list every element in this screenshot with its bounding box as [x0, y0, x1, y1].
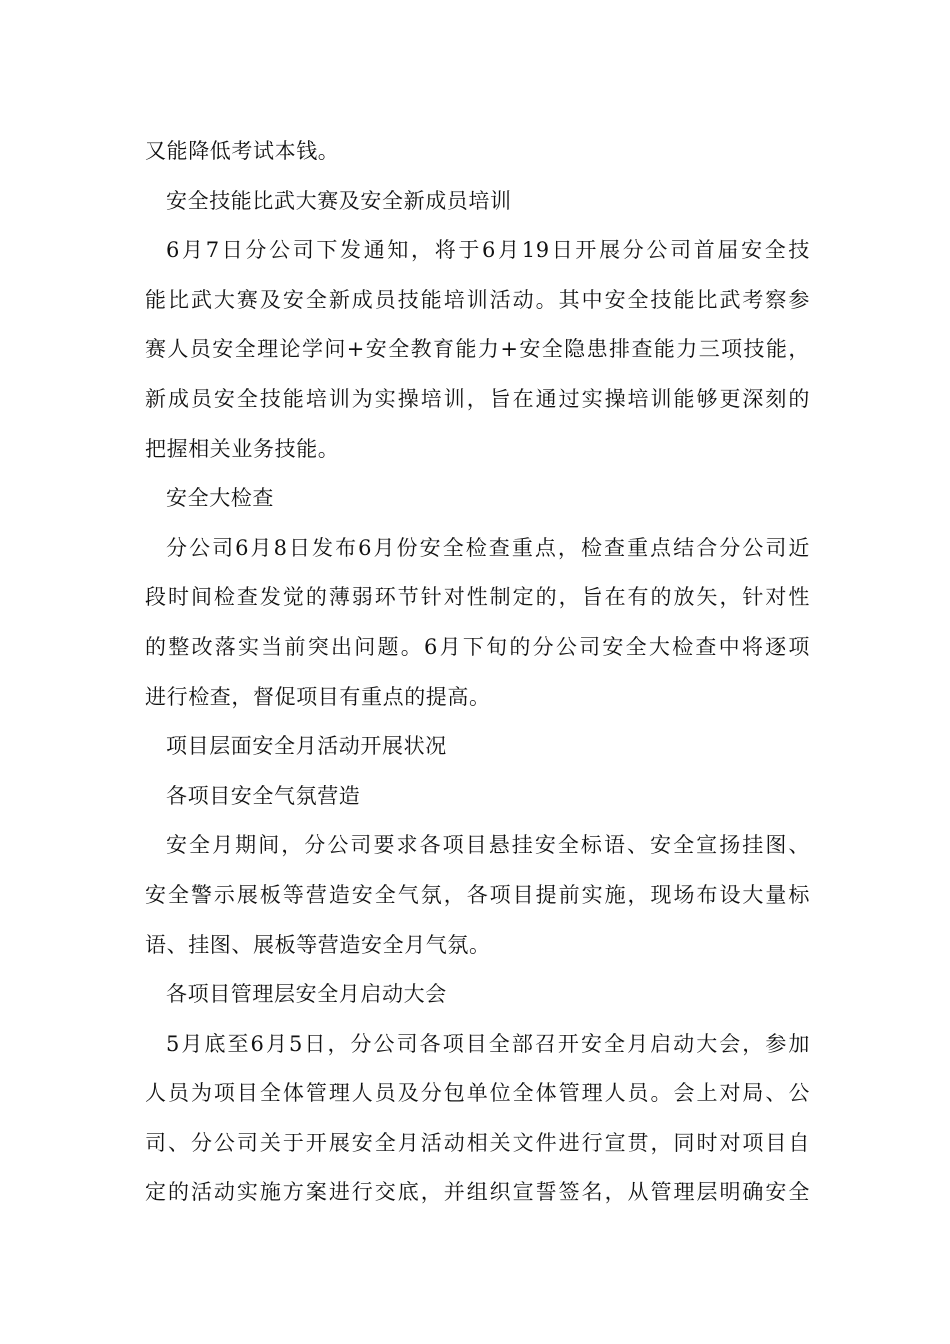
- paragraph-line: 赛人员安全理论学问+安全教育能力+安全隐患排查能力三项技能，: [145, 337, 810, 362]
- document-body: [145, 127, 810, 1218]
- paragraph-line: 能比武大赛及安全新成员技能培训活动。其中安全技能比武考察参: [145, 287, 810, 312]
- section-heading-safety-inspection: 安全大检查: [166, 486, 274, 511]
- paragraph-line: 新成员安全技能培训为实操培训，旨在通过实操培训能够更深刻的: [145, 386, 810, 411]
- paragraph-line: 安全警示展板等营造安全气氛，各项目提前实施，现场布设大量标: [145, 882, 810, 907]
- paragraph-line: 定的活动实施方案进行交底，并组织宣誓签名，从管理层明确安全: [145, 1180, 810, 1205]
- paragraph-line: 6月7日分公司下发通知，将于6月19日开展分公司首届安全技: [166, 238, 810, 263]
- section-heading-skills-contest: 安全技能比武大赛及安全新成员培训: [166, 188, 512, 213]
- paragraph-line-continuation: 又能降低考试本钱。: [145, 139, 340, 163]
- paragraph-line-end: 进行检查，督促项目有重点的提高。: [145, 684, 491, 709]
- paragraph-line: 5月底至6月5日，分公司各项目全部召开安全月启动大会，参加: [166, 1031, 810, 1056]
- paragraph-line: 的整改落实当前突出问题。6月下旬的分公司安全大检查中将逐项: [145, 634, 810, 659]
- paragraph-line: 安全月期间，分公司要求各项目悬挂安全标语、安全宣扬挂图、: [166, 833, 810, 858]
- paragraph-line: 分公司6月8日发布6月份安全检查重点，检查重点结合分公司近: [166, 535, 810, 560]
- subsection-heading-atmosphere: 各项目安全气氛营造: [166, 783, 361, 808]
- paragraph-line: 段时间检查发觉的薄弱环节针对性制定的，旨在有的放矢，针对性: [145, 585, 810, 610]
- paragraph-line: 人员为项目全体管理人员及分包单位全体管理人员。会上对局、公: [145, 1081, 810, 1106]
- paragraph-line: 司、分公司关于开展安全月活动相关文件进行宣贯，同时对项目自: [145, 1130, 810, 1155]
- paragraph-line-end: 把握相关业务技能。: [145, 436, 340, 461]
- section-heading-project-activities: 项目层面安全月活动开展状况: [166, 734, 447, 759]
- subsection-heading-kickoff-meeting: 各项目管理层安全月启动大会: [166, 982, 447, 1007]
- paragraph-line-end: 语、挂图、展板等营造安全月气氛。: [145, 932, 491, 957]
